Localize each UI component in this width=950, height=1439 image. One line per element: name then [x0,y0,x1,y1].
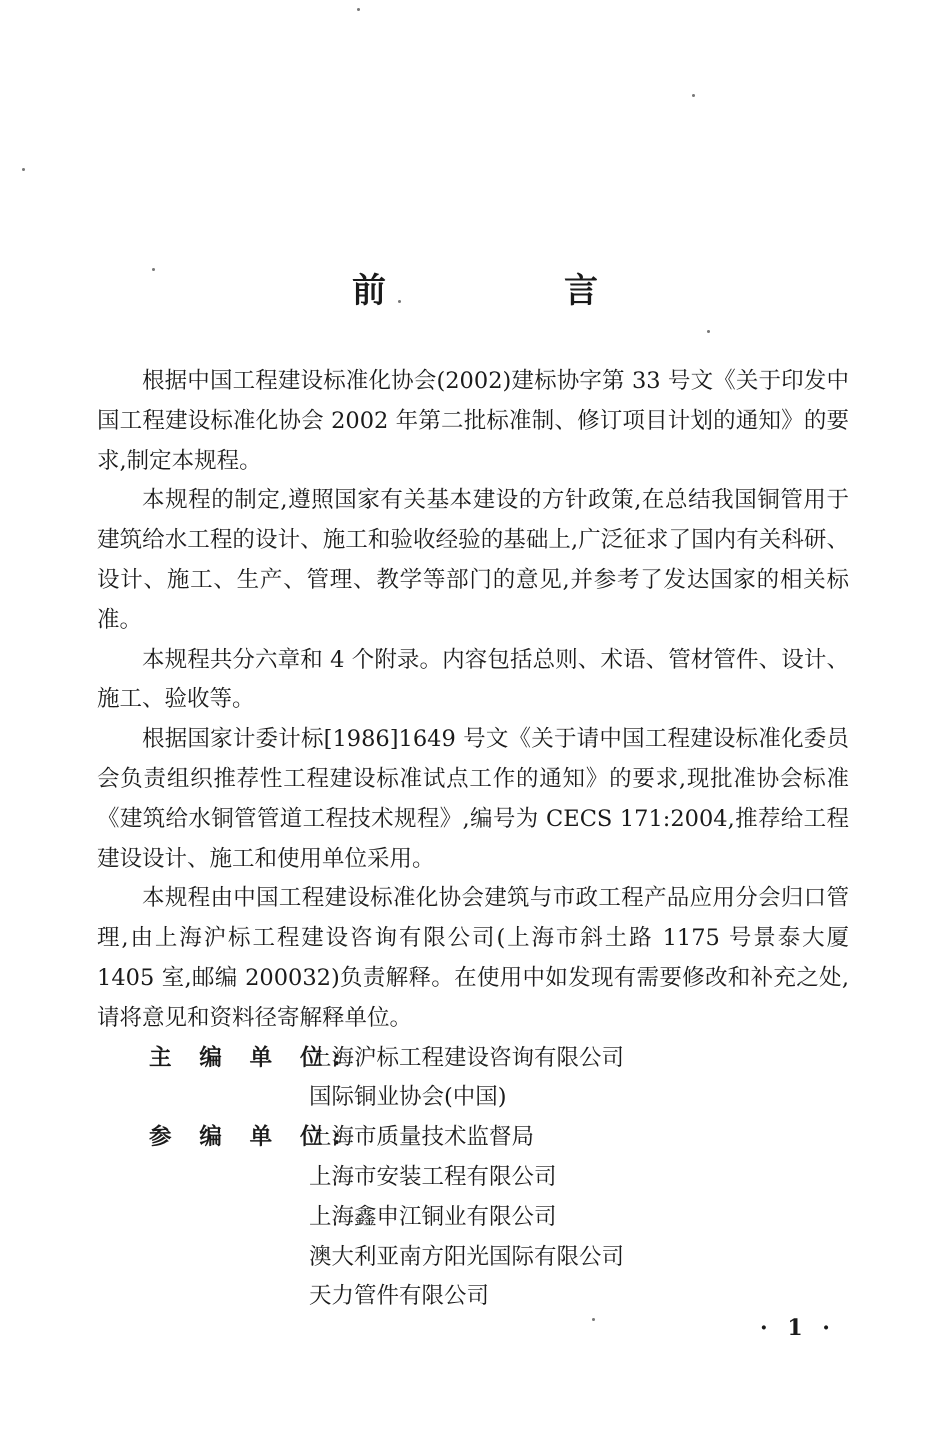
paragraph: 本规程由中国工程建设标准化协会建筑与市政工程产品应用分会归口管理,由上海沪标工程建设咨询有限公司(上海市斜土路 1175 号景泰大厦 1405 室,邮编 200032)负责解释。在使用中如发现有需要修改和补充之处,请将意见和资料径寄解释单位。 [97,885,849,1031]
participant-item: 上海鑫申江铜业有限公司 [309,1203,557,1230]
paragraph: 本规程的制定,遵照国家有关基本建设的方针政策,在总结我国铜管用于建筑给水工程的设计、施工和验收经验的基础上,广泛征求了国内有关科研、设计、施工、生产、管理、教学等部门的意见,并参考了发达国家的相关标准。 [97,487,849,633]
chief-editor-item: 国际铜业协会(中国) [309,1084,507,1111]
paragraph: 本规程共分六章和 4 个附录。内容包括总则、术语、管材管件、设计、施工、验收等。 [97,646,849,713]
chief-editor-item: 上海沪标工程建设咨询有限公司 [309,1044,625,1071]
scan-speck [707,330,710,333]
paragraph: 根据中国工程建设标准化协会(2002)建标协字第 33 号文《关于印发中国工程建设标准化协会 2002 年第二批标准制、修订项目计划的通知》的要求,制定本规程。 [97,368,849,474]
paragraph: 根据国家计委计标[1986]1649 号文《关于请中国工程建设标准化委员会负责组织推荐性工程建设标准试点工作的通知》的要求,现批准协会标准《建筑给水铜管管道工程技术规程》,编号为 CECS 171:2004,推荐给工程建设设计、施工和使用单位采用。 [97,726,849,872]
participant-item: 天力管件有限公司 [309,1283,490,1310]
participant-item: 上海市安装工程有限公司 [309,1163,557,1190]
page-number: · 1 · [760,1315,836,1341]
scan-speck [22,168,25,171]
scan-speck [692,94,695,97]
participant-row [97,1118,849,1317]
participant-item: 上海市质量技术监督局 [309,1124,535,1151]
chief-editor-row [97,1039,849,1119]
chief-editor-label: 主 编 单 位: [149,1044,351,1071]
participant-label: 参 编 单 位: [149,1124,351,1151]
editing-units [97,1039,849,1318]
chief-editor-list [309,1039,624,1119]
scan-speck [592,1318,595,1321]
participant-item: 澳大利亚南方阳光国际有限公司 [309,1243,625,1270]
scan-speck [357,8,360,11]
participant-list [309,1118,624,1317]
preface-body [97,362,849,1317]
page-title: 前 言 [352,270,670,311]
